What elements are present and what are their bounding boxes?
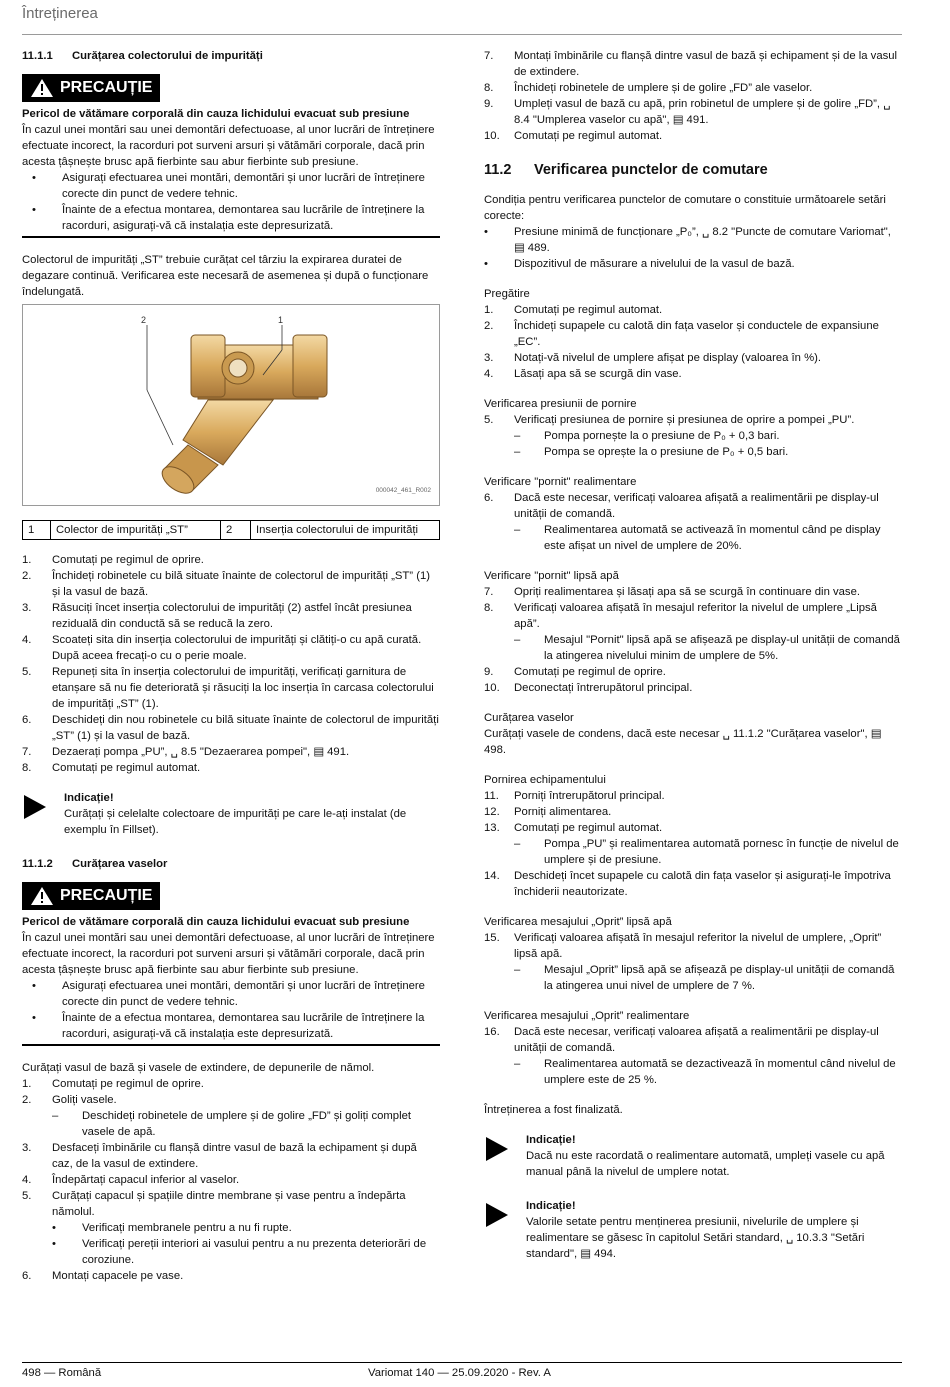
sub-item: – Realimentarea automată se dezactivează în momentul când nivelul de umplere este de 25 %. bbox=[484, 1056, 904, 1088]
note-box bbox=[484, 1198, 904, 1262]
callout-2: 2 bbox=[141, 315, 147, 325]
list-item: 12. Porniți alimentarea. bbox=[484, 806, 612, 818]
section-number: 11.2 bbox=[484, 162, 512, 178]
bullet-text: Înainte de a efectua montarea, demontarea sau lucrările de întreținere la racorduri, asigurați-vă că instalația este depresurizată. bbox=[62, 1012, 425, 1040]
step-text: Răsuciți încet inserția colectorului de impurități (2) astfel încât presiunea reziduală din conductă să se reducă la zero. bbox=[52, 602, 412, 630]
caution-label: PRECAUȚIE bbox=[60, 79, 153, 96]
section-heading-11-1-1 bbox=[22, 48, 440, 64]
subheading-restart: Pornirea echipamentului bbox=[484, 774, 606, 786]
caution-badge bbox=[22, 882, 160, 910]
section-title: Curățarea colectorului de impurități bbox=[72, 50, 263, 62]
list-item: 10. Deconectați întrerupătorul principal. bbox=[484, 682, 693, 694]
sub-item: – Pompa pornește la o presiune de P₀ + 0,3 bari. bbox=[514, 430, 780, 442]
section-heading-11-2 bbox=[484, 162, 904, 178]
note-title: Indicație! bbox=[526, 1200, 576, 1212]
bullet-item: • Dispozitivul de măsurare a nivelului de la vasul de bază. bbox=[484, 258, 795, 270]
subheading-clean-vessels: Curățarea vaselor bbox=[484, 712, 574, 724]
step-text: Comutați pe regimul automat. bbox=[52, 762, 201, 774]
subheading-preparation: Pregătire bbox=[484, 288, 530, 300]
step-num: 6. bbox=[22, 714, 32, 726]
step-text: Închideți robinetele de umplere și de golire „FD” ale vaselor. bbox=[514, 82, 813, 94]
list-item: 1. Comutați pe regimul de oprire. bbox=[22, 1078, 204, 1090]
list-item: 8. Închideți robinetele de umplere și de golire „FD” ale vaselor. bbox=[484, 82, 813, 94]
subheading-low-water-off: Verificarea mesajului „Oprit” lipsă apă bbox=[484, 916, 672, 928]
step-text: Goliți vasele. bbox=[52, 1094, 117, 1106]
list-item: 2. Goliți vasele. bbox=[22, 1094, 117, 1106]
left-column bbox=[22, 48, 440, 1284]
caution-bullet: • Înainte de a efectua montarea, demontarea sau lucrările de întreținere la racorduri, asigurați-vă că instalația este depresurizată. bbox=[22, 1010, 440, 1042]
list-item: 14. Deschideți încet supapele cu calotă din fața vaselor și asigurați-le împotriva închiderii neautorizate. bbox=[484, 868, 904, 900]
note-title: Indicație! bbox=[526, 1134, 576, 1146]
sub-item: – Deschideți robinetele de umplere și de golire „FD” și goliți complet vasele de apă. bbox=[22, 1108, 440, 1140]
note-text: Curățați și celelalte colectoare de impurități pe care le-ați instalat (de exemplu în Fillset). bbox=[64, 808, 407, 836]
note-box bbox=[22, 790, 440, 838]
clean-text: Curățați vasele de condens, dacă este necesar ␣ 11.1.2 "Curățarea vaselor", ▤ 498. bbox=[484, 728, 882, 756]
step-text: Deschideți încet supapele cu calotă din fața vaselor și asigurați-le împotriva închiderii neautorizate. bbox=[514, 870, 891, 898]
list-item: 3. Desfaceți îmbinările cu flanșă dintre vasul de bază la echipament și după caz, de la vasul de extindere. bbox=[22, 1140, 440, 1172]
caution-title: Pericol de vătămare corporală din cauza lichidului evacuat sub presiune bbox=[22, 108, 410, 120]
step-text: Verificați valoarea afișată în mesajul referitor la nivelul de umplere, „Oprit” lipsă apă. bbox=[514, 932, 882, 960]
step-text: Realimentarea automată se dezactivează în momentul când nivelul de umplere este de 25 %. bbox=[544, 1058, 896, 1086]
page-header-title: Întreținerea bbox=[22, 5, 98, 22]
step-text: Porniți alimentarea. bbox=[514, 806, 612, 818]
step-text: Scoateți sita din inserția colectorului de impurități și clătiți-o cu apă curată. După aceea frecați-o cu o perie moale. bbox=[52, 634, 422, 662]
step-text: Mesajul "Pornit" lipsă apă se afișează pe display-ul unității de comandă la atingerea nivelului minim de umplere de 5%. bbox=[544, 634, 900, 662]
step-text: Comutați pe regimul automat. bbox=[514, 304, 663, 316]
caution-box-2 bbox=[22, 882, 440, 1046]
footer-doc-info: Variomat 140 — 25.09.2020 - Rev. A bbox=[368, 1367, 551, 1379]
list-item: 13. Comutați pe regimul automat. bbox=[484, 822, 663, 834]
list-item bbox=[22, 552, 440, 568]
list-item: 16. Dacă este necesar, verificați valoarea afișată a realimentării pe display-ul unității de comandă. bbox=[484, 1024, 904, 1056]
step-num: 5. bbox=[22, 666, 32, 678]
sub-item: – Mesajul „Oprit” lipsă apă se afișează pe display-ul unității de comandă la atingerea unui nivel de umplere de 7 %. bbox=[484, 962, 904, 994]
bullet-item: • Presiune minimă de funcționare „P₀”, ␣ 8.2 "Puncte de comutare Variomat", ▤ 489. bbox=[484, 224, 904, 256]
note-box bbox=[484, 1132, 904, 1180]
legend-label: Inserția colectorului de impurități bbox=[256, 524, 418, 536]
strainer-illustration bbox=[23, 305, 441, 505]
caution-text: În cazul unei montări sau unei demontări defectuoase, al unor lucrări de întreținere efectuate incorect, la racorduri pot surveni arsuri și vătămări corporale, dacă prin acesta țâșnește brusc apă fierbinte sau abur fierbinte sub presiune. bbox=[22, 124, 435, 168]
step-text: Montați capacele pe vase. bbox=[52, 1270, 184, 1282]
list-item: 9. Comutați pe regimul de oprire. bbox=[484, 666, 666, 678]
intro-paragraph: Colectorul de impurități „ST” trebuie curățat cel târziu la expirarea duratei de degazare continuă. Verificarea este necesară de asemenea și după o funcționare îndelungată. bbox=[22, 254, 429, 298]
caution-text: În cazul unei montări sau unei demontări defectuoase, al unor lucrări de întreținere efectuate incorect, la racorduri pot surveni arsuri și vătămări corporale, dacă prin acesta țâșnește brusc apă fierbinte sau abur fierbinte sub presiune. bbox=[22, 932, 435, 976]
header-divider bbox=[22, 34, 902, 35]
step-text: Închideți supapele cu calotă din fața vaselor și conductele de expansiune „EC”. bbox=[514, 320, 879, 348]
subheading-refill-on: Verificare "pornit" realimentare bbox=[484, 476, 637, 488]
step-text: Comutați pe regimul automat. bbox=[514, 822, 663, 834]
strainer-figure bbox=[22, 304, 440, 506]
list-item bbox=[22, 632, 440, 664]
step-text: Realimentarea automată se activează în momentul când pe display este afișat un nivel de umplere de 20%. bbox=[544, 524, 881, 552]
step-text: Dacă este necesar, verificați valoarea afișată a realimentării pe display-ul unității de comandă. bbox=[514, 492, 879, 520]
section-number: 11.1.1 bbox=[22, 50, 53, 62]
step-text: Închideți robinetele cu bilă situate înainte de colectorul de impurități „ST” (1) și la vasul de bază. bbox=[52, 570, 431, 598]
footer-divider bbox=[22, 1362, 902, 1363]
step-text: Mesajul „Oprit” lipsă apă se afișează pe display-ul unității de comandă la atingerea unui nivel de umplere de 7 %. bbox=[544, 964, 895, 992]
list-item: 7. Opriți realimentarea și lăsați apa să se scurgă în continuare din vase. bbox=[484, 586, 860, 598]
sub-item: – Pompa „PU” și realimentarea automată pornesc în funcție de nivelul de umplere și de presiune. bbox=[484, 836, 904, 868]
subheading-start-pressure: Verificarea presiunii de pornire bbox=[484, 398, 637, 410]
section-title: Curățarea vaselor bbox=[72, 858, 168, 870]
step-num: 4. bbox=[22, 634, 32, 646]
step-text: Îndepărtați capacul inferior al vaselor. bbox=[52, 1174, 240, 1186]
step-text: Dezaerați pompa „PU”, ␣ 8.5 "Dezaerarea pompei", ▤ 491. bbox=[52, 746, 350, 758]
subheading-refill-off: Verificarea mesajului „Oprit” realimentare bbox=[484, 1010, 690, 1022]
step-text: Verificați pereții interiori ai vasului pentru a nu prezenta deteriorări de coroziune. bbox=[82, 1238, 427, 1266]
note-title: Indicație! bbox=[64, 792, 114, 804]
right-column bbox=[484, 48, 904, 1280]
list-item: 6. Dacă este necesar, verificați valoarea afișată a realimentării pe display-ul unității de comandă. bbox=[484, 490, 904, 522]
bullet-text: Asigurați efectuarea unei montări, demontări și unor lucrări de întreținere corecte din punct de vedere tehnic. bbox=[62, 172, 425, 200]
list-item bbox=[22, 600, 440, 632]
bullet-text: Dispozitivul de măsurare a nivelului de la vasul de bază. bbox=[514, 258, 795, 270]
section-title: Verificarea punctelor de comutare bbox=[534, 162, 768, 178]
step-text: Notați-vă nivelul de umplere afișat pe display (valoarea în %). bbox=[514, 352, 822, 364]
step-num: 1. bbox=[22, 554, 32, 566]
step-text: Deschideți robinetele de umplere și de golire „FD” și goliți complet vasele de apă. bbox=[82, 1110, 412, 1138]
step-text: Pompa „PU” și realimentarea automată pornesc în funcție de nivelul de umplere și de presiune. bbox=[544, 838, 899, 866]
step-num: 8. bbox=[22, 762, 32, 774]
step-text: Porniți întrerupătorul principal. bbox=[514, 790, 665, 802]
step-text: Pompa se oprește la o presiune de P₀ + 0,5 bari. bbox=[544, 446, 789, 458]
list-item bbox=[22, 760, 440, 776]
caution-bullet: • Înainte de a efectua montarea, demontarea sau lucrările de întreținere la racorduri, asigurați-vă că instalația este depresurizată. bbox=[22, 202, 440, 234]
section-heading-11-1-2 bbox=[22, 856, 440, 872]
step-text: Desfaceți îmbinările cu flanșă dintre vasul de bază la echipament și după caz, de la vasul de extindere. bbox=[52, 1142, 417, 1170]
step-text: Comutați pe regimul de oprire. bbox=[52, 554, 204, 566]
step-text: Umpleți vasul de bază cu apă, prin robinetul de umplere și de golire „FD”, ␣ 8.4 "Umplerea vaselor cu apă", ▤ 491. bbox=[514, 98, 891, 126]
step-text: Verificați membranele pentru a nu fi rupte. bbox=[82, 1222, 292, 1234]
list-item: 8. Verificați valoarea afișată în mesajul referitor la nivelul de umplere „Lipsă apă”. bbox=[484, 600, 904, 632]
list-item bbox=[22, 568, 440, 600]
step-text: Comutați pe regimul automat. bbox=[514, 130, 663, 142]
step-text: Comutați pe regimul de oprire. bbox=[514, 666, 666, 678]
sub-item: • Verificați pereții interiori ai vasului pentru a nu prezenta deteriorări de coroziune. bbox=[22, 1236, 440, 1268]
list-item: 10. Comutați pe regimul automat. bbox=[484, 130, 663, 142]
step-text: Repuneți sita în inserția colectorului de impurități, verificați garnitura de etanșare să nu fie deteriorată și răsuciți la loc inserția în carcasa colectorului de impurități „ST” (1). bbox=[52, 666, 434, 710]
condition-text: Condiția pentru verificarea punctelor de comutare o constituie următoarele setări corecte: bbox=[484, 194, 886, 222]
figure-legend bbox=[22, 520, 440, 540]
step-text: Opriți realimentarea și lăsați apa să se scurgă în continuare din vase. bbox=[514, 586, 860, 598]
caution-bullet: • Asigurați efectuarea unei montări, demontări și unor lucrări de întreținere corecte din punct de vedere tehnic. bbox=[22, 978, 440, 1010]
warning-triangle-icon bbox=[30, 78, 54, 98]
step-text: Verificați valoarea afișată în mesajul referitor la nivelul de umplere „Lipsă apă”. bbox=[514, 602, 877, 630]
callout-1: 1 bbox=[278, 315, 284, 325]
list-item: 1. Comutați pe regimul automat. bbox=[484, 304, 663, 316]
footer-page-lang: 498 — Română bbox=[22, 1367, 102, 1379]
caution-label: PRECAUȚIE bbox=[60, 887, 153, 904]
step-num: 2. bbox=[22, 570, 32, 582]
sub-item: • Verificați membranele pentru a nu fi rupte. bbox=[52, 1222, 292, 1234]
list-item: 6. Montați capacele pe vase. bbox=[22, 1270, 184, 1282]
figure-id: 000042_461_R002 bbox=[375, 487, 431, 494]
step-num: 3. bbox=[22, 602, 32, 614]
list-item: 2. Închideți supapele cu calotă din fața vaselor și conductele de expansiune „EC”. bbox=[484, 318, 904, 350]
list-item bbox=[22, 744, 440, 760]
list-item bbox=[22, 664, 440, 712]
step-text: Curățați capacul și spațiile dintre membrane și vase pentru a îndepărta nămolul. bbox=[52, 1190, 406, 1218]
legend-label: Colector de impurități „ST” bbox=[51, 521, 221, 539]
subheading-low-water-on: Verificare "pornit" lipsă apă bbox=[484, 570, 619, 582]
step-num: 7. bbox=[22, 746, 32, 758]
sub-item: – Pompa se oprește la o presiune de P₀ + 0,5 bari. bbox=[514, 446, 789, 458]
play-arrow-icon bbox=[22, 790, 64, 838]
caution-title: Pericol de vătămare corporală din cauza lichidului evacuat sub presiune bbox=[22, 916, 410, 928]
list-item: 15. Verificați valoarea afișată în mesajul referitor la nivelul de umplere, „Oprit” lipsă apă. bbox=[484, 930, 904, 962]
legend-num: 2 bbox=[221, 521, 251, 539]
step-text: Deconectați întrerupătorul principal. bbox=[514, 682, 693, 694]
steps-list bbox=[22, 552, 440, 776]
play-arrow-icon bbox=[484, 1198, 526, 1262]
list-item: 9. Umpleți vasul de bază cu apă, prin robinetul de umplere și de golire „FD”, ␣ 8.4 "Umplerea vaselor cu apă", ▤ 491. bbox=[484, 96, 904, 128]
step-text: Deschideți din nou robinetele cu bilă situate înainte de colectorul de impurități „ST” (1) și la vasul de bază. bbox=[52, 714, 439, 742]
caution-badge bbox=[22, 74, 160, 102]
play-arrow-icon bbox=[484, 1132, 526, 1180]
legend-num: 1 bbox=[23, 521, 51, 539]
bullet-text: Înainte de a efectua montarea, demontarea sau lucrările de întreținere la racorduri, asigurați-vă că instalația este depresurizată. bbox=[62, 204, 425, 232]
caution-bullet: • Asigurați efectuarea unei montări, demontări și unor lucrări de întreținere corecte din punct de vedere tehnic. bbox=[22, 170, 440, 202]
list-item: 11. Porniți întrerupătorul principal. bbox=[484, 790, 665, 802]
note-text: Dacă nu este racordată o realimentare automată, umpleți vasele cu apă manual până la nivelul de umplere notat. bbox=[526, 1150, 885, 1178]
caution-box-1 bbox=[22, 74, 440, 238]
warning-triangle-icon bbox=[30, 886, 54, 906]
list-item bbox=[22, 712, 440, 744]
list-item: 4. Îndepărtați capacul inferior al vaselor. bbox=[22, 1174, 240, 1186]
section-number: 11.1.2 bbox=[22, 858, 53, 870]
list-item: 5. Curățați capacul și spațiile dintre membrane și vase pentru a îndepărta nămolul. bbox=[22, 1188, 440, 1220]
step-text: Comutați pe regimul de oprire. bbox=[52, 1078, 204, 1090]
bullet-text: Asigurați efectuarea unei montări, demontări și unor lucrări de întreținere corecte din punct de vedere tehnic. bbox=[62, 980, 425, 1008]
step-text: Verificați presiunea de pornire și presiunea de oprire a pompei „PU”. bbox=[514, 414, 855, 426]
sub-item: – Mesajul "Pornit" lipsă apă se afișează pe display-ul unității de comandă la atingerea nivelului minim de umplere de 5%. bbox=[484, 632, 904, 664]
list-item: 7. Montați îmbinările cu flanșă dintre vasul de bază și echipament și de la vasul de extindere. bbox=[484, 48, 904, 80]
bullet-text: Presiune minimă de funcționare „P₀”, ␣ 8.2 "Puncte de comutare Variomat", ▤ 489. bbox=[514, 226, 891, 254]
list-item: 3. Notați-vă nivelul de umplere afișat pe display (valoarea în %). bbox=[484, 352, 822, 364]
list-item: 5. Verificați presiunea de pornire și presiunea de oprire a pompei „PU”. bbox=[484, 414, 855, 426]
step-text: Lăsați apa să se scurgă din vase. bbox=[514, 368, 682, 380]
step-text: Montați îmbinările cu flanșă dintre vasul de bază și echipament și de la vasul de extindere. bbox=[514, 50, 898, 78]
maintenance-done: Întreținerea a fost finalizată. bbox=[484, 1104, 623, 1116]
list-item: 4. Lăsați apa să se scurgă din vase. bbox=[484, 368, 682, 380]
sub-item: – Realimentarea automată se activează în momentul când pe display este afișat un nivel de umplere de 20%. bbox=[484, 522, 904, 554]
step-text: Pompa pornește la o presiune de P₀ + 0,3 bari. bbox=[544, 430, 780, 442]
step-text: Dacă este necesar, verificați valoarea afișată a realimentării pe display-ul unității de comandă. bbox=[514, 1026, 879, 1054]
note-text: Valorile setate pentru menținerea presiunii, nivelurile de umplere și realimentare se găsesc în capitolul Setări standard, ␣ 10.3.3 "Setări standard", ▤ 494. bbox=[526, 1216, 865, 1260]
vessels-intro: Curățați vasul de bază și vasele de extindere, de depunerile de nămol. bbox=[22, 1062, 375, 1074]
